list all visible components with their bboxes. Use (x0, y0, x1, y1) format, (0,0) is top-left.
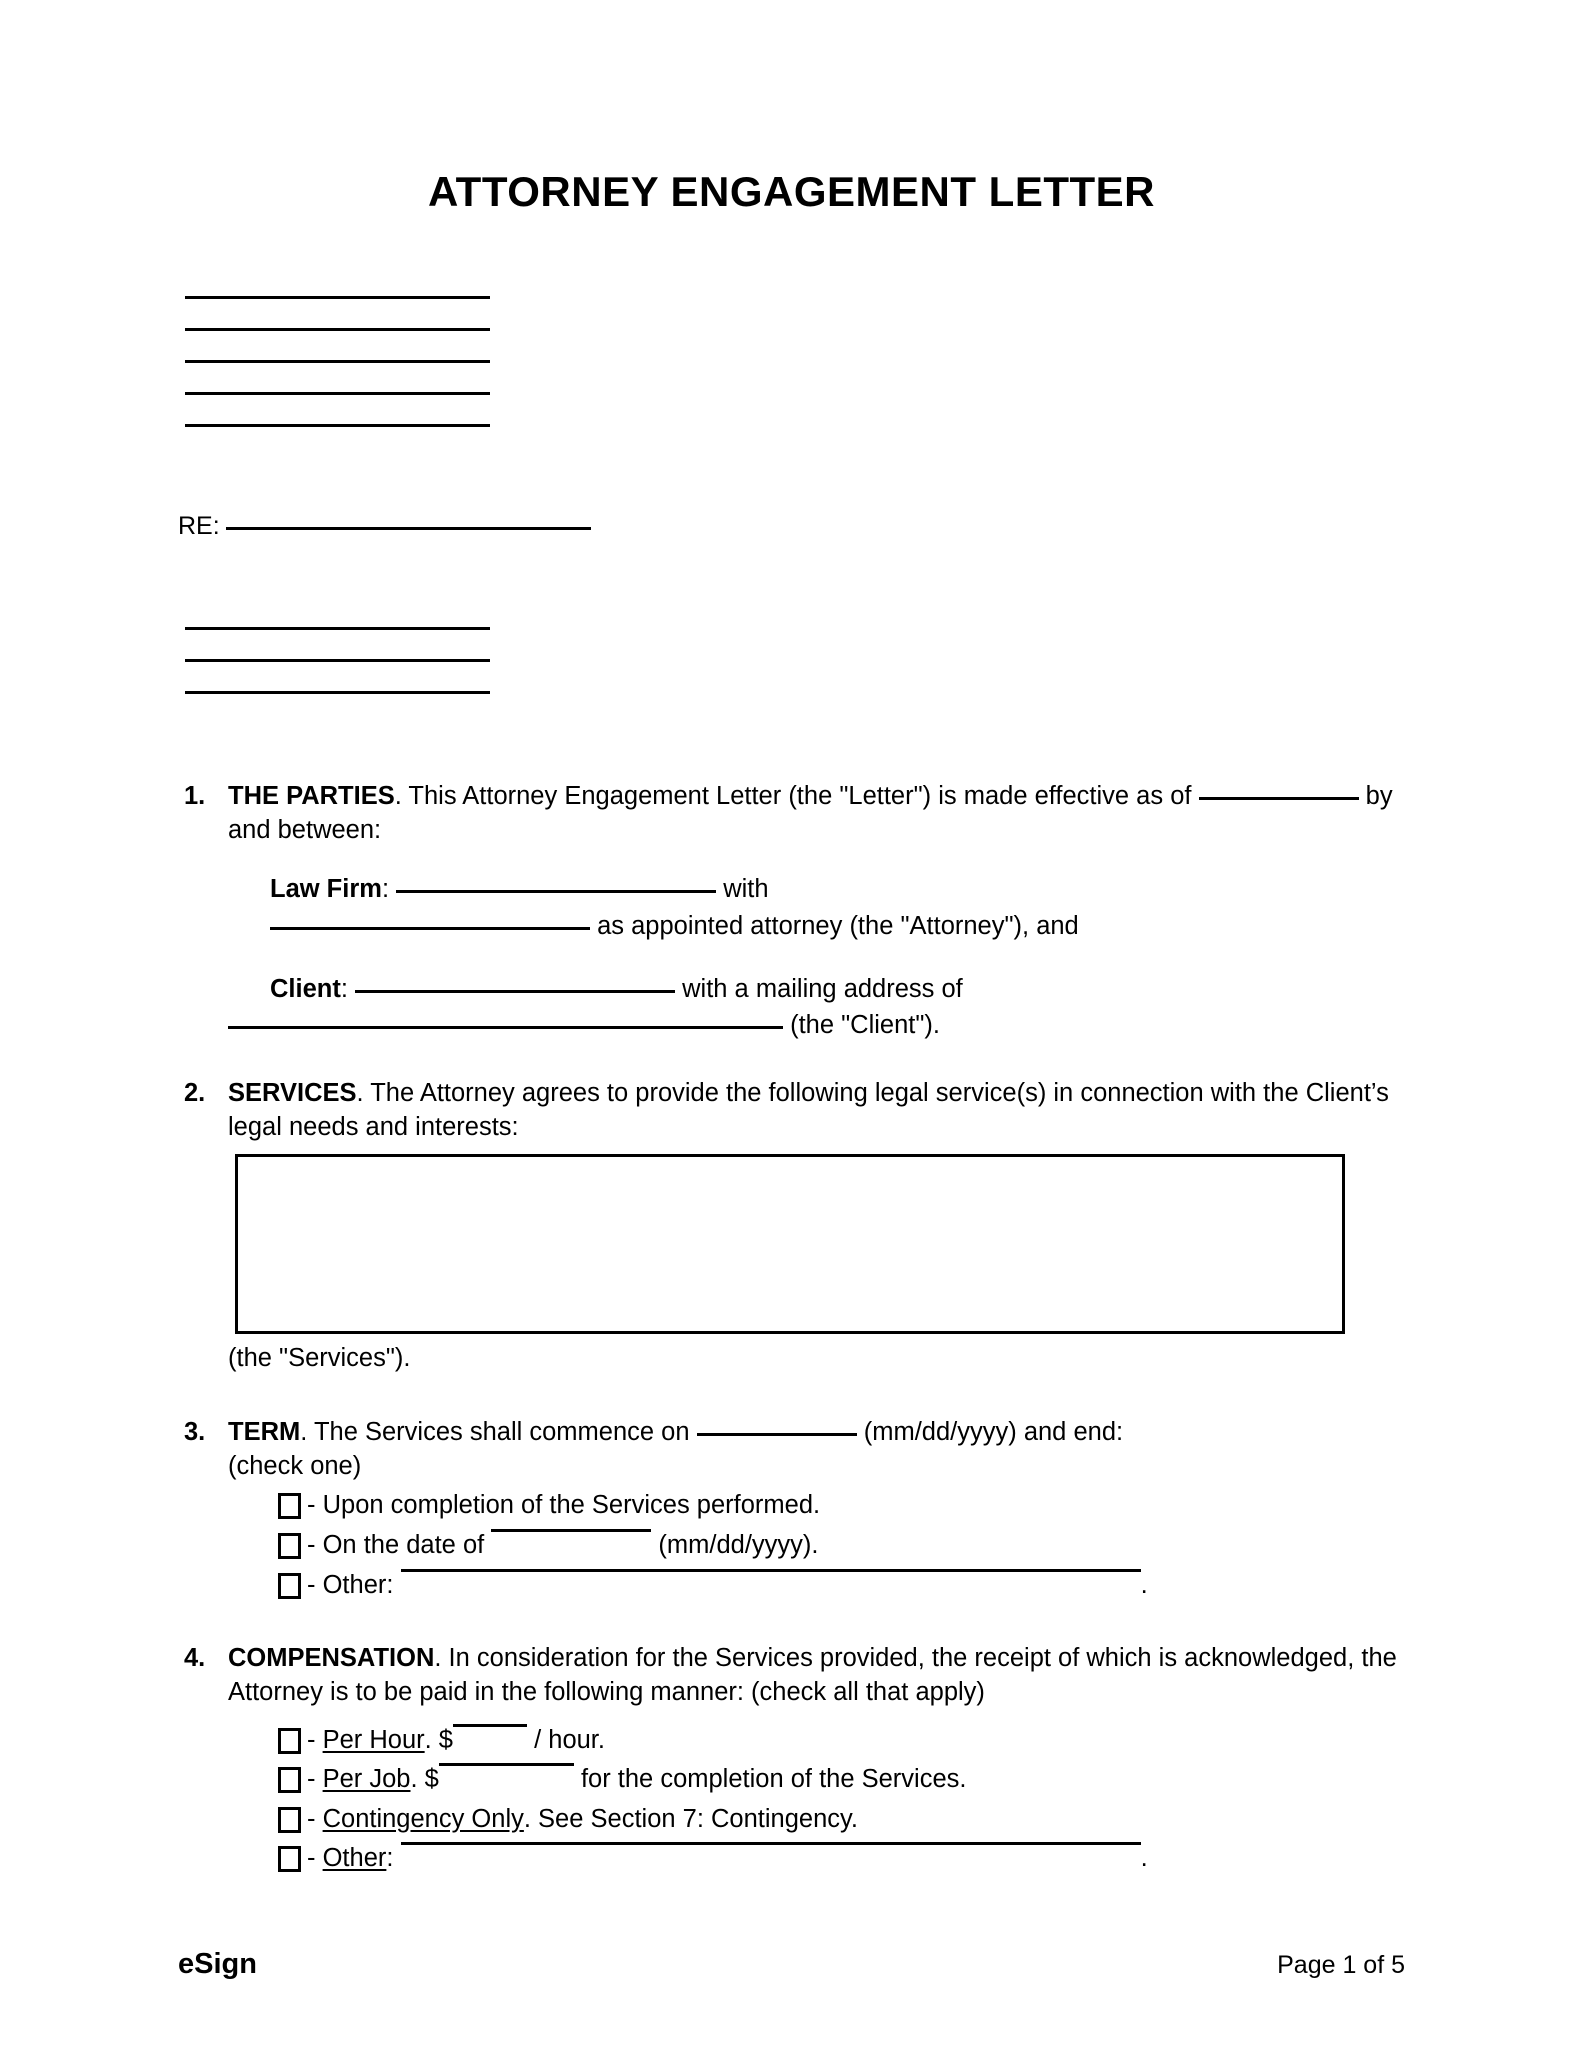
comp-option-4-trailing: . (1140, 1844, 1148, 1873)
comp-option-3-label: Contingency Only (322, 1804, 524, 1833)
term-option-on-date[interactable] (278, 1529, 1398, 1563)
term-option-2-label: On the date of (322, 1530, 485, 1559)
clause-4-heading: COMPENSATION (228, 1644, 435, 1673)
checkbox-icon[interactable] (278, 1728, 301, 1754)
client-label: Client (270, 974, 341, 1003)
checkbox-icon[interactable] (278, 1767, 301, 1793)
law-firm-name-blank[interactable] (396, 890, 716, 893)
page-number: Page 1 of 5 (1277, 1951, 1405, 1979)
page-title: ATTORNEY ENGAGEMENT LETTER (427, 168, 1156, 215)
comp-option-4-after: : (386, 1844, 394, 1873)
compensation-option-per-job[interactable] (278, 1763, 1398, 1797)
law-firm-separator: : (381, 875, 390, 904)
re-line (178, 512, 591, 541)
client-line-2 (228, 1009, 1398, 1043)
clause-3-instruction: (check one) (228, 1451, 362, 1480)
client-address-blank[interactable] (228, 1026, 783, 1029)
compensation-option-other[interactable] (278, 1842, 1398, 1876)
sender-address-line-1[interactable] (185, 296, 490, 299)
clause-1-text-b: by and between: (228, 782, 1393, 844)
term-other-blank[interactable] (401, 1569, 1141, 1572)
clause-3-text-a: . The Services shall commence on (300, 1417, 690, 1446)
clause-2-text: . The Attorney agrees to provide the following legal service(s) in connection with the Client’s legal needs and interests: (228, 1078, 1389, 1141)
term-commence-date-blank[interactable] (697, 1433, 857, 1436)
comp-option-3-dash: - (307, 1804, 316, 1833)
term-option-completion[interactable] (278, 1489, 1398, 1523)
attorney-name-blank[interactable] (270, 927, 590, 930)
comp-option-1-label: Per Hour (322, 1725, 425, 1754)
per-hour-rate-blank[interactable] (453, 1724, 527, 1727)
clause-services (178, 1077, 1398, 1376)
client-tail-2: (the "Client"). (790, 1011, 940, 1040)
law-firm-tail-1: with (723, 875, 769, 904)
services-description-textarea[interactable] (235, 1154, 1345, 1334)
law-firm-line-2 (270, 910, 1398, 944)
party-spacer (228, 947, 1398, 973)
term-option-3-label: Other: (322, 1570, 394, 1599)
checkbox-icon[interactable] (278, 1493, 301, 1519)
term-option-1-dash: - (307, 1491, 316, 1520)
clause-the-parties (178, 780, 1398, 1043)
law-firm-line-1 (270, 873, 1398, 907)
effective-date-blank[interactable] (1199, 797, 1359, 800)
client-tail-1: with a mailing address of (682, 974, 963, 1003)
comp-option-2-trailing: for the completion of the Services. (580, 1765, 967, 1794)
clause-1-text-a: . This Attorney Engagement Letter (the "Letter") is made effective as of (394, 782, 1192, 810)
recipient-address-line-1[interactable] (185, 627, 490, 630)
sender-address-line-5[interactable] (185, 424, 490, 427)
comp-option-4-label: Other (322, 1844, 387, 1873)
party-client (270, 973, 1398, 1043)
brand-logo: eSign (178, 1948, 257, 1980)
comp-option-2-after: . $ (410, 1765, 439, 1794)
comp-option-3-after: . See Section 7: Contingency. (523, 1804, 858, 1833)
services-box-caption: (the "Services"). (228, 1344, 411, 1373)
term-option-2-trailing: (mm/dd/yyyy). (658, 1530, 819, 1559)
term-option-2-dash: - (307, 1530, 316, 1559)
re-input-blank[interactable] (226, 527, 591, 530)
comp-option-2-label: Per Job (322, 1765, 411, 1794)
sender-address-line-4[interactable] (185, 392, 490, 395)
clause-1-heading: THE PARTIES (228, 782, 395, 810)
sender-address-block (185, 296, 490, 456)
clause-2-number: 2. (184, 1078, 206, 1107)
law-firm-label: Law Firm (270, 875, 382, 904)
checkbox-icon[interactable] (278, 1846, 301, 1872)
clause-1-number: 1. (184, 782, 206, 810)
term-option-other[interactable] (278, 1569, 1398, 1603)
term-option-3-trailing: . (1140, 1570, 1148, 1599)
sender-address-line-3[interactable] (185, 360, 490, 363)
law-firm-tail-2: as appointed attorney (the "Attorney"), and (597, 911, 1079, 940)
client-name-blank[interactable] (355, 990, 675, 993)
compensation-option-per-hour[interactable] (278, 1724, 1398, 1758)
clause-4-text: . In consideration for the Services provided, the receipt of which is acknowledged, the Attorney is to be paid in the following manner: (check all that apply) (228, 1644, 1397, 1706)
recipient-address-block (185, 627, 490, 723)
recipient-address-line-2[interactable] (185, 659, 490, 662)
clause-compensation (178, 1642, 1398, 1876)
per-job-amount-blank[interactable] (439, 1763, 574, 1766)
clause-3-text-b: (mm/dd/yyyy) and end: (863, 1417, 1124, 1446)
comp-option-1-trailing: / hour. (534, 1725, 605, 1754)
client-line-1 (270, 973, 1398, 1007)
checkbox-icon[interactable] (278, 1533, 301, 1559)
party-law-firm (270, 873, 1398, 943)
sender-address-line-2[interactable] (185, 328, 490, 331)
page-footer (178, 1948, 1405, 1981)
clause-3-heading: TERM (228, 1417, 301, 1446)
term-option-3-dash: - (307, 1570, 316, 1599)
client-separator: : (340, 974, 348, 1003)
compensation-option-contingency[interactable] (278, 1803, 1398, 1837)
term-option-1-label: Upon completion of the Services performed. (322, 1491, 821, 1520)
document-body (178, 780, 1398, 1903)
comp-option-1-dash: - (307, 1725, 316, 1754)
clause-term (178, 1416, 1398, 1602)
compensation-other-blank[interactable] (401, 1842, 1141, 1845)
comp-option-2-dash: - (307, 1765, 316, 1794)
comp-option-4-dash: - (307, 1844, 316, 1873)
re-label: RE: (178, 512, 220, 540)
checkbox-icon[interactable] (278, 1573, 301, 1599)
term-end-date-blank[interactable] (491, 1529, 651, 1532)
recipient-address-line-3[interactable] (185, 691, 490, 694)
clause-3-number: 3. (184, 1417, 206, 1446)
clause-4-number: 4. (184, 1644, 206, 1673)
comp-option-1-after: . $ (424, 1725, 453, 1754)
checkbox-icon[interactable] (278, 1807, 301, 1833)
clause-2-heading: SERVICES (228, 1078, 357, 1107)
